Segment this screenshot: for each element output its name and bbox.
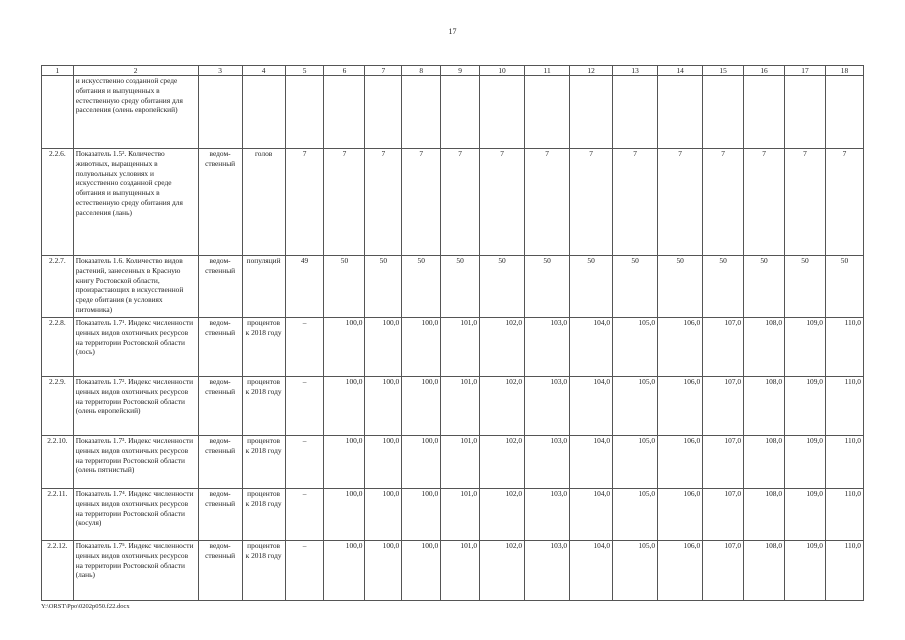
value-cell: 102,0 [480, 436, 525, 489]
value-cell: 103,0 [525, 541, 570, 601]
value-cell: 50 [825, 256, 863, 318]
indicator-unit: процентов к 2018 году [242, 318, 285, 377]
indicator-unit: популяций [242, 256, 285, 318]
value-cell: 105,0 [613, 318, 658, 377]
value-cell: 105,0 [613, 489, 658, 541]
value-cell: 105,0 [613, 541, 658, 601]
value-cell: 100,0 [402, 377, 441, 436]
indicator-name: Показатель 1.7². Индекс численности ценных видов охотничьих ресурсов на территории Ростовской области (олень европейский) [73, 377, 198, 436]
value-cell: 7 [324, 149, 365, 256]
header-cell: 7 [365, 66, 402, 76]
header-cell: 16 [744, 66, 785, 76]
indicator-type: ведомственный [198, 377, 242, 436]
value-cell: 108,0 [744, 436, 785, 489]
empty-cell [525, 76, 570, 149]
value-cell: – [285, 436, 324, 489]
header-cell: 17 [785, 66, 826, 76]
value-cell: 50 [441, 256, 480, 318]
indicator-type: ведомственный [198, 489, 242, 541]
value-cell: 108,0 [744, 489, 785, 541]
value-cell: 50 [525, 256, 570, 318]
value-cell: 106,0 [658, 318, 703, 377]
value-cell: 100,0 [365, 541, 402, 601]
empty-cell [365, 76, 402, 149]
value-cell: 107,0 [703, 377, 744, 436]
value-cell: 7 [744, 149, 785, 256]
header-cell: 6 [324, 66, 365, 76]
value-cell: 106,0 [658, 541, 703, 601]
value-cell: 106,0 [658, 489, 703, 541]
header-cell: 10 [480, 66, 525, 76]
row-number: 2.2.6. [42, 149, 74, 256]
value-cell: 110,0 [825, 541, 863, 601]
indicator-name: Показатель 1.7¹. Индекс численности ценных видов охотничьих ресурсов на территории Ростовской области (лось) [73, 318, 198, 377]
value-cell: 50 [613, 256, 658, 318]
indicator-name: Показатель 1.6. Количество видов растений, занесенных в Красную книгу Ростовской области, произрастающих в искусственной среде обитания (в условиях питомника) [73, 256, 198, 318]
empty-cell [825, 76, 863, 149]
value-cell: 106,0 [658, 377, 703, 436]
value-cell: 104,0 [570, 377, 613, 436]
value-cell: 107,0 [703, 436, 744, 489]
value-cell: 100,0 [402, 318, 441, 377]
value-cell: 100,0 [365, 436, 402, 489]
value-cell: 49 [285, 256, 324, 318]
value-cell: 101,0 [441, 436, 480, 489]
value-cell: 105,0 [613, 436, 658, 489]
indicator-type: ведомственный [198, 256, 242, 318]
value-cell: 100,0 [365, 377, 402, 436]
indicator-unit: голов [242, 149, 285, 256]
value-cell: 103,0 [525, 489, 570, 541]
table-row [42, 436, 864, 489]
empty-cell [785, 76, 826, 149]
value-cell: 50 [658, 256, 703, 318]
row-number: 2.2.8. [42, 318, 74, 377]
indicator-unit: процентов к 2018 году [242, 436, 285, 489]
indicators-table [41, 65, 864, 601]
empty-cell [324, 76, 365, 149]
value-cell: 7 [441, 149, 480, 256]
table-row [42, 256, 864, 318]
row-number: 2.2.7. [42, 256, 74, 318]
table-row [42, 149, 864, 256]
indicator-type: ведомственный [198, 436, 242, 489]
header-cell: 3 [198, 66, 242, 76]
indicator-name: Показатель 1.7³. Индекс численности ценных видов охотничьих ресурсов на территории Ростовской области (олень пятнистый) [73, 436, 198, 489]
value-cell: 7 [825, 149, 863, 256]
indicator-unit: процентов к 2018 году [242, 377, 285, 436]
value-cell: 100,0 [324, 489, 365, 541]
row-number: 2.2.11. [42, 489, 74, 541]
file-path-footer: Y:\ORST\Ppo\0202p050.f22.docx [41, 603, 130, 610]
header-cell: 4 [242, 66, 285, 76]
value-cell: 107,0 [703, 318, 744, 377]
indicator-name: Показатель 1.7⁵. Индекс численности ценных видов охотничьих ресурсов на территории Ростовской области (лань) [73, 541, 198, 601]
header-cell: 15 [703, 66, 744, 76]
value-cell: 109,0 [785, 318, 826, 377]
empty-cell [242, 76, 285, 149]
value-cell: – [285, 318, 324, 377]
value-cell: 107,0 [703, 489, 744, 541]
value-cell: 7 [658, 149, 703, 256]
row-number: 2.2.9. [42, 377, 74, 436]
value-cell: 104,0 [570, 541, 613, 601]
empty-cell [570, 76, 613, 149]
value-cell: 102,0 [480, 377, 525, 436]
continuation-name: и искусственно созданной среде обитания и выпущенных в естественную среду обитания для расселения (олень европейский) [73, 76, 198, 149]
header-cell: 13 [613, 66, 658, 76]
header-cell: 11 [525, 66, 570, 76]
value-cell: 100,0 [402, 489, 441, 541]
value-cell: 7 [402, 149, 441, 256]
indicator-type: ведомственный [198, 318, 242, 377]
indicator-unit: процентов к 2018 году [242, 541, 285, 601]
indicator-name: Показатель 1.5². Количество животных, выращенных в полувольных условиях и искусственно созданной среде обитания и выпущенных в естественную среду обитания для расселения (лань) [73, 149, 198, 256]
value-cell: 7 [703, 149, 744, 256]
value-cell: 50 [480, 256, 525, 318]
header-cell: 8 [402, 66, 441, 76]
value-cell: 7 [785, 149, 826, 256]
header-cell: 2 [73, 66, 198, 76]
value-cell: 50 [785, 256, 826, 318]
header-cell: 14 [658, 66, 703, 76]
value-cell: 110,0 [825, 318, 863, 377]
value-cell: 103,0 [525, 436, 570, 489]
header-cell: 9 [441, 66, 480, 76]
value-cell: 7 [365, 149, 402, 256]
indicator-type: ведомственный [198, 541, 242, 601]
value-cell: 102,0 [480, 318, 525, 377]
indicator-type: ведомственный [198, 149, 242, 256]
page-number: 17 [448, 27, 457, 36]
value-cell: 110,0 [825, 377, 863, 436]
value-cell: 100,0 [402, 541, 441, 601]
table-row [42, 541, 864, 601]
indicator-name: Показатель 1.7⁴. Индекс численности ценных видов охотничьих ресурсов на территории Ростовской области (косуля) [73, 489, 198, 541]
value-cell: 100,0 [365, 318, 402, 377]
value-cell: 107,0 [703, 541, 744, 601]
value-cell: 7 [480, 149, 525, 256]
value-cell: 7 [285, 149, 324, 256]
value-cell: 109,0 [785, 541, 826, 601]
value-cell: 106,0 [658, 436, 703, 489]
value-cell: 101,0 [441, 541, 480, 601]
value-cell: 101,0 [441, 377, 480, 436]
table-row [42, 377, 864, 436]
value-cell: 7 [525, 149, 570, 256]
table-row [42, 489, 864, 541]
value-cell: 104,0 [570, 436, 613, 489]
value-cell: 104,0 [570, 489, 613, 541]
value-cell: 100,0 [324, 436, 365, 489]
table-row [42, 318, 864, 377]
value-cell: – [285, 377, 324, 436]
value-cell: – [285, 489, 324, 541]
empty-cell [402, 76, 441, 149]
value-cell: 109,0 [785, 436, 826, 489]
empty-cell [441, 76, 480, 149]
empty-cell [613, 76, 658, 149]
header-cell: 5 [285, 66, 324, 76]
value-cell: 100,0 [402, 436, 441, 489]
value-cell: 50 [744, 256, 785, 318]
value-cell: 104,0 [570, 318, 613, 377]
value-cell: 100,0 [324, 318, 365, 377]
empty-cell [285, 76, 324, 149]
empty-cell [198, 76, 242, 149]
value-cell: – [285, 541, 324, 601]
value-cell: 108,0 [744, 541, 785, 601]
empty-cell [744, 76, 785, 149]
value-cell: 109,0 [785, 377, 826, 436]
value-cell: 100,0 [324, 377, 365, 436]
value-cell: 103,0 [525, 377, 570, 436]
continuation-row [42, 76, 864, 149]
header-row [42, 66, 864, 76]
value-cell: 50 [402, 256, 441, 318]
value-cell: 100,0 [324, 541, 365, 601]
value-cell: 103,0 [525, 318, 570, 377]
value-cell: 7 [613, 149, 658, 256]
empty-cell [703, 76, 744, 149]
indicator-unit: процентов к 2018 году [242, 489, 285, 541]
empty-cell [480, 76, 525, 149]
value-cell: 108,0 [744, 318, 785, 377]
value-cell: 50 [365, 256, 402, 318]
row-number: 2.2.12. [42, 541, 74, 601]
header-cell: 12 [570, 66, 613, 76]
value-cell: 50 [703, 256, 744, 318]
value-cell: 102,0 [480, 541, 525, 601]
value-cell: 101,0 [441, 318, 480, 377]
row-number: 2.2.10. [42, 436, 74, 489]
continuation-num-cell [42, 76, 74, 149]
value-cell: 109,0 [785, 489, 826, 541]
value-cell: 108,0 [744, 377, 785, 436]
value-cell: 50 [324, 256, 365, 318]
header-cell: 1 [42, 66, 74, 76]
value-cell: 100,0 [365, 489, 402, 541]
value-cell: 105,0 [613, 377, 658, 436]
value-cell: 110,0 [825, 489, 863, 541]
empty-cell [658, 76, 703, 149]
value-cell: 110,0 [825, 436, 863, 489]
value-cell: 50 [570, 256, 613, 318]
header-cell: 18 [825, 66, 863, 76]
value-cell: 7 [570, 149, 613, 256]
value-cell: 101,0 [441, 489, 480, 541]
value-cell: 102,0 [480, 489, 525, 541]
